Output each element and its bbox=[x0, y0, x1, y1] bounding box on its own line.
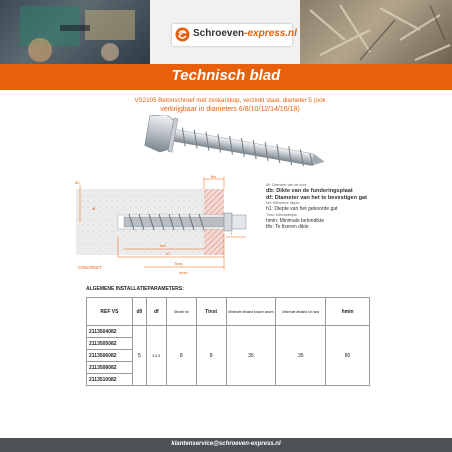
legend-df: df: Diameter van het te bevestigen gat bbox=[266, 194, 368, 201]
ref-cell: 2113510082 bbox=[87, 374, 133, 386]
df-label: df bbox=[92, 206, 96, 211]
page-title: Technisch blad bbox=[171, 67, 281, 84]
product-description-line1: VS2105 Betonschroef met zeskantkop, verzinkt staal, diameter 5 (ook bbox=[134, 97, 326, 104]
concrete-label: CONCREET bbox=[78, 265, 102, 270]
d0-cell: 5 bbox=[132, 326, 146, 386]
legend-hef: hef: Effectieve diepte bbox=[266, 201, 300, 205]
tools-photo bbox=[0, 0, 150, 64]
diagram-legend bbox=[266, 183, 376, 231]
table-header-row bbox=[87, 298, 370, 326]
ref-cell: 2113505082 bbox=[87, 338, 133, 350]
table-row bbox=[87, 326, 370, 338]
min-edge-cell: 35 bbox=[276, 326, 326, 386]
brand-icon bbox=[175, 27, 190, 42]
logo-text[interactable] bbox=[193, 28, 297, 39]
socket-cell: 8 bbox=[166, 326, 196, 386]
col-min-edge: Minimale afstand tot rand bbox=[276, 298, 326, 326]
min-dist-cell: 35 bbox=[226, 326, 276, 386]
ref-cell: 2113508082 bbox=[87, 362, 133, 374]
tinst-label: Tinst bbox=[174, 261, 183, 266]
legend-hmin: hmin: Minimale betondikte bbox=[266, 217, 325, 224]
col-socket: Sleutel tot bbox=[166, 298, 196, 326]
header bbox=[0, 0, 452, 64]
legend-tfix: tfix: Te fixeren dikte bbox=[266, 224, 309, 230]
legend-d0: d0: Diameter van de boor bbox=[266, 183, 307, 187]
logo-suffix: -express.nl bbox=[244, 28, 297, 39]
h1-label: h1 bbox=[166, 251, 171, 256]
screws-photo bbox=[300, 0, 452, 64]
screw-washer bbox=[224, 213, 232, 231]
hmin-cell: 80 bbox=[326, 326, 370, 386]
product-description-line2: verkrijgbaar in diameters 6/8/10/12/14/16/18) bbox=[160, 106, 300, 113]
screw-head bbox=[232, 215, 246, 229]
tinst-cell: 8 bbox=[196, 326, 226, 386]
ref-cell: 2113506082 bbox=[87, 350, 133, 362]
df-cell: 5-6 8 bbox=[146, 326, 166, 386]
legend-db: db: Dikte van de funderingsplaat bbox=[266, 188, 353, 194]
logo-name: Schroeven bbox=[193, 28, 245, 39]
legend-h1: h1: Diepte van het geboorde gat bbox=[266, 206, 338, 212]
d0-label: d0 bbox=[75, 180, 80, 185]
hef-label: hef bbox=[160, 243, 166, 248]
hmin-label: hmin bbox=[179, 270, 188, 275]
col-hmin: hmin bbox=[326, 298, 370, 326]
col-tinst: Tinst bbox=[196, 298, 226, 326]
footer-email-link[interactable]: klantenservice@schroeven-express.nl bbox=[171, 441, 281, 447]
install-params-table bbox=[86, 297, 370, 386]
col-d0: d0 bbox=[132, 298, 146, 326]
product-description bbox=[80, 96, 380, 114]
legend-tinst: Tinst: Inbouwdiepte bbox=[266, 212, 298, 217]
params-title: ALGEMENE INSTALLATIEPARAMETERS: bbox=[86, 286, 184, 292]
tfix-label: tfix bbox=[211, 175, 217, 179]
col-df: df bbox=[146, 298, 166, 326]
col-min-dist: Minimale afstand tussen assen bbox=[226, 298, 276, 326]
col-ref: REF VS bbox=[87, 298, 133, 326]
ref-cell: 2113504082 bbox=[87, 326, 133, 338]
t-label: t bbox=[231, 231, 233, 236]
installation-diagram bbox=[74, 175, 264, 280]
screw-image bbox=[140, 115, 330, 177]
